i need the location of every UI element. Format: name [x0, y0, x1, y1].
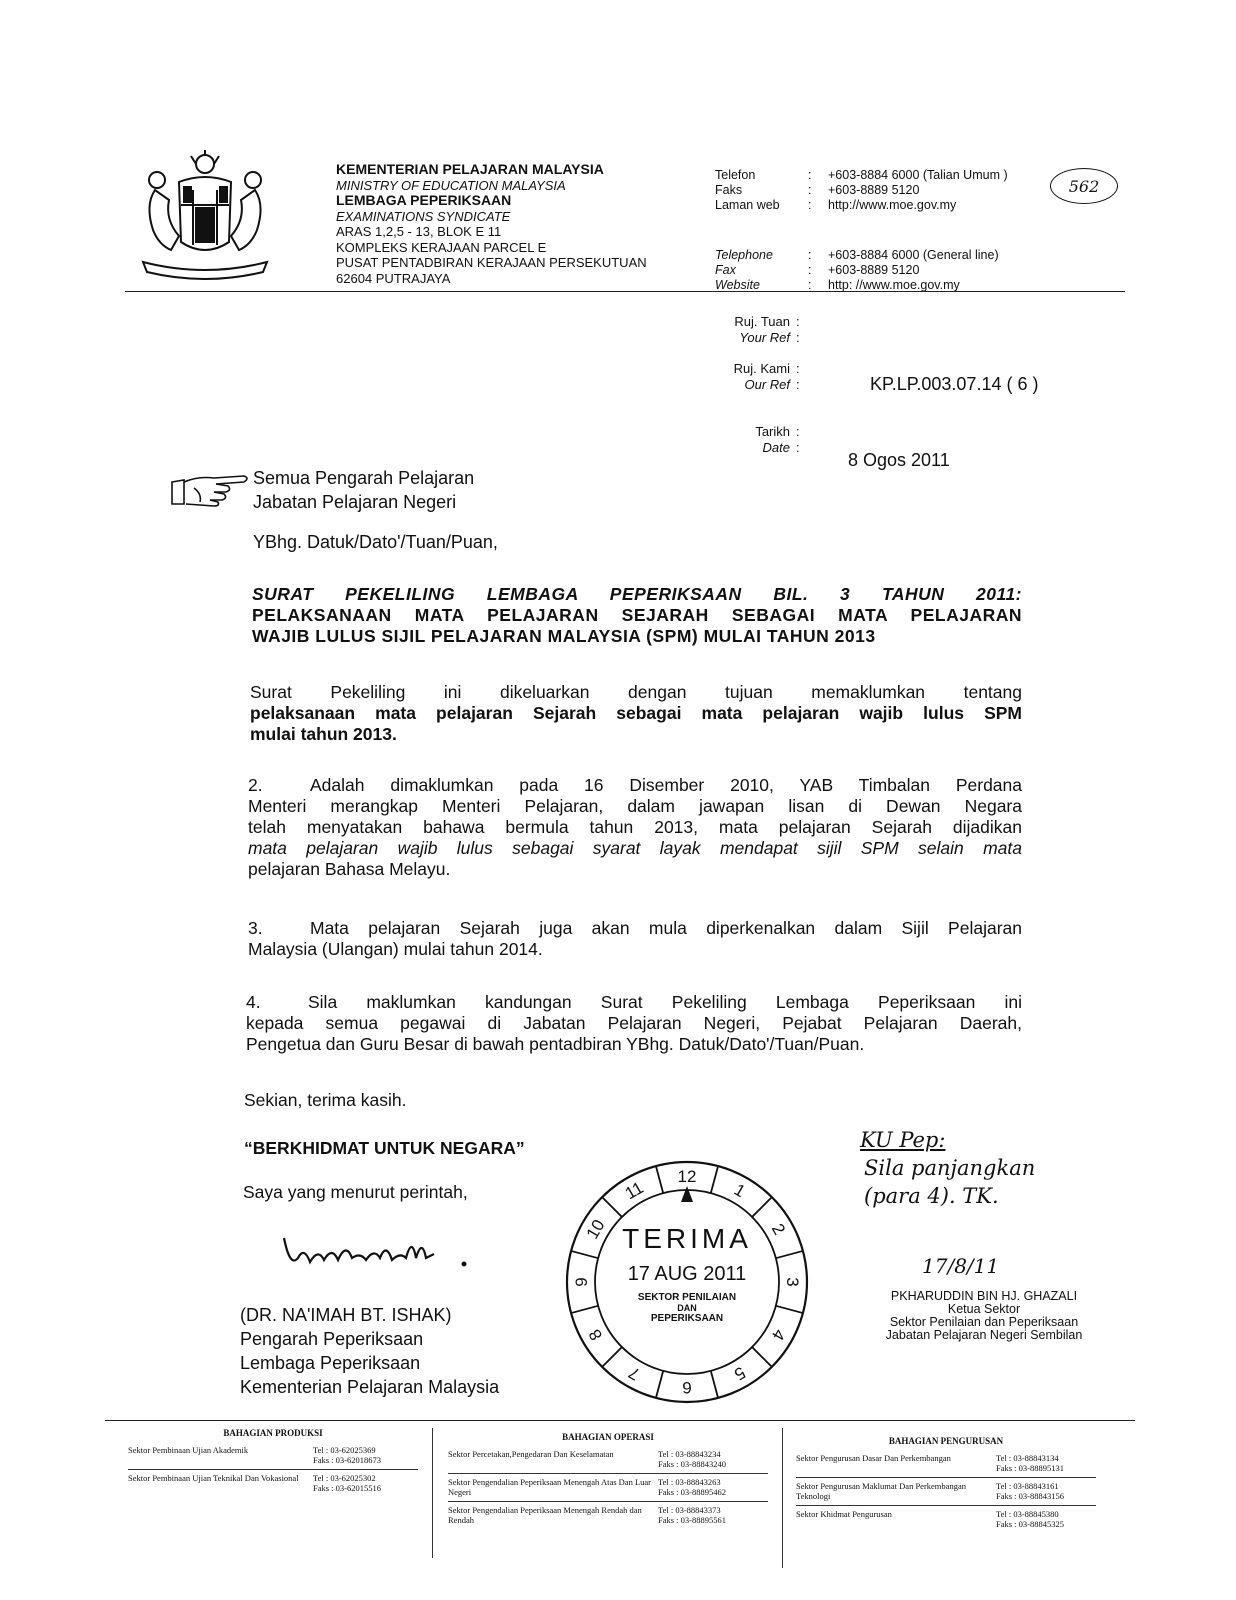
footer-tel: Tel : 03-88843161 — [996, 1481, 1059, 1491]
paragraph-number: 3. — [248, 918, 263, 938]
footer-tel: Tel : 03-62025302 — [313, 1473, 376, 1483]
footer-sector: Sektor Pengurusan Maklumat Dan Perkembangan Teknologi — [796, 1481, 966, 1501]
footer-tel: Tel : 03-88843373 — [658, 1505, 721, 1515]
footer-row — [448, 1474, 768, 1502]
footer-sector: Sektor Pengendalian Peperiksaan Menengah Rendah dan Rendah — [448, 1505, 642, 1525]
recipient-line: Jabatan Pelajaran Negeri — [253, 492, 457, 512]
colon: : — [808, 198, 812, 212]
annotation-line: (para 4). TK. — [864, 1184, 999, 1208]
ref-label: Ruj. Kami — [733, 361, 790, 376]
colon: : — [796, 424, 800, 439]
stamp-tick — [776, 1306, 803, 1313]
contact-key: Website — [715, 278, 760, 292]
annotation-line: KU Pep: — [860, 1128, 946, 1152]
contact-ms — [715, 168, 1008, 213]
contact-en — [715, 248, 999, 293]
paragraph-line: mulai tahun 2013. — [250, 724, 397, 744]
paragraph-number: 4. — [246, 992, 261, 1012]
stamp-line: DAN — [677, 1303, 697, 1313]
paragraph-line: Menteri merangkap Menteri Pelajaran, dalam jawapan lisan di Dewan Negara — [248, 796, 1022, 816]
footer-fax: Faks : 03-88845325 — [996, 1519, 1064, 1529]
colon: : — [796, 377, 800, 392]
footer-tel: Tel : 03-62025369 — [313, 1445, 376, 1455]
ministry-name-en: MINISTRY OF EDUCATION MALAYSIA — [336, 177, 566, 193]
contact-key: Laman web — [715, 198, 780, 212]
address-line: 62604 PUTRAJAYA — [336, 270, 451, 286]
endorser-role: Jabatan Pelajaran Negeri Sembilan — [885, 1328, 1083, 1342]
syndicate-name-en: EXAMINATIONS SYNDICATE — [336, 208, 511, 224]
stamp-number: 2 — [767, 1220, 789, 1239]
footer-sector: Sektor Pembinaan Ujian Akademik — [128, 1445, 249, 1455]
stamp-tick — [711, 1166, 718, 1193]
footer-fax: Faks : 03-62015516 — [313, 1483, 381, 1493]
footer-row — [128, 1470, 418, 1497]
stamp-date: 17 AUG 2011 — [627, 1263, 747, 1285]
stamp-line: SEKTOR PENILAIAN — [637, 1292, 737, 1303]
footer-pengurusan — [796, 1436, 1096, 1533]
colon: : — [808, 263, 812, 277]
footer-fax: Faks : 03-88895561 — [658, 1515, 726, 1525]
recipient — [253, 466, 474, 514]
ref-label: Ruj. Tuan — [734, 314, 790, 329]
contact-value: http: //www.moe.gov.my — [828, 278, 960, 292]
stamp-tick — [571, 1251, 598, 1258]
stamp-number: 10 — [582, 1216, 609, 1243]
colon: : — [796, 330, 800, 345]
ministry-name-ms: KEMENTERIAN PELAJARAN MALAYSIA — [336, 161, 604, 177]
footer-column-divider — [782, 1428, 783, 1568]
footer-sector: Sektor Pengendalian Peperiksaan Menengah Atas Dan Luar Negeri — [448, 1477, 651, 1497]
footer-divider — [105, 1420, 1135, 1421]
colon: : — [808, 248, 812, 262]
paragraph-line: Mata pelajaran Sejarah juga akan mula diperkenalkan dalam Sijil Pelajaran — [310, 918, 1022, 938]
contact-key: Telephone — [715, 248, 773, 262]
date-ref — [722, 424, 808, 456]
paragraph-line: Sila maklumkan kandungan Surat Pekeliling Lembaga Peperiksaan ini — [308, 992, 1022, 1012]
footer-row — [796, 1450, 1096, 1478]
paragraph-4 — [246, 992, 1022, 1055]
received-stamp — [563, 1158, 811, 1406]
footer-row — [796, 1478, 1096, 1506]
agency-block — [336, 162, 696, 286]
footer-column-divider — [432, 1428, 433, 1558]
closing-obedient: Saya yang menurut perintah, — [243, 1182, 468, 1202]
footer-row — [796, 1506, 1096, 1533]
contact-key: Faks — [715, 183, 743, 197]
footer-sector: Sektor Pembinaan Ujian Teknikal Dan Vokasional — [128, 1473, 299, 1483]
letter-date: 8 Ogos 2011 — [848, 450, 950, 470]
ref-label: Your Ref — [739, 330, 790, 345]
signatory-title: Pengarah Peperiksaan — [240, 1329, 424, 1349]
contact-value: http://www.moe.gov.my — [828, 198, 957, 212]
heading-line: PELAKSANAAN MATA PELAJARAN SEJARAH SEBAGAI MATA PELAJARAN — [252, 605, 1022, 625]
signatory-name: (DR. NA'IMAH BT. ISHAK) — [240, 1305, 452, 1325]
footer-operasi — [448, 1432, 768, 1529]
stamp-number: 6 — [682, 1378, 692, 1397]
footer-sector: Sektor Percetakan,Pengedaran Dan Keselamatan — [448, 1449, 614, 1459]
contact-value: +603-8889 5120 — [828, 263, 920, 277]
pointing-hand-icon — [170, 468, 250, 510]
annotation-initial-date: 17/8/11 — [922, 1254, 1000, 1278]
address-line: ARAS 1,2,5 - 13, BLOK E 11 — [336, 224, 502, 239]
footer-fax: Faks : 03-88895131 — [996, 1463, 1064, 1473]
contact-value: +603-8884 6000 (General line) — [828, 248, 999, 262]
footer-row — [128, 1442, 418, 1470]
stamp-number: 3 — [783, 1277, 802, 1287]
colon: : — [808, 183, 812, 197]
stamp-tick — [602, 1347, 622, 1367]
footer-row — [448, 1446, 768, 1474]
footer-fax: Faks : 03-88843156 — [996, 1491, 1064, 1501]
stamp-number: 11 — [621, 1177, 647, 1204]
letterhead-divider — [125, 291, 1125, 292]
footer-tel: Tel : 03-88843263 — [658, 1477, 721, 1487]
stamp-tick — [656, 1166, 663, 1193]
footer-fax: Faks : 03-88843240 — [658, 1459, 726, 1469]
colon: : — [796, 440, 800, 455]
footer-produksi — [128, 1428, 418, 1497]
paragraph-line: kepada semua pegawai di Jabatan Pelajaran Negeri, Pejabat Pelajaran Daerah, — [246, 1013, 1022, 1033]
stamp-number: 4 — [767, 1325, 789, 1344]
signatory-title: Kementerian Pelajaran Malaysia — [240, 1377, 500, 1397]
file-number-badge: 562 — [1050, 168, 1118, 204]
stamp-word: TERIMA — [622, 1223, 752, 1254]
ref-label: Date — [762, 440, 790, 455]
signatory — [240, 1303, 499, 1399]
paragraph-3 — [248, 918, 1022, 960]
heading-line: WAJIB LULUS SIJIL PELAJARAN MALAYSIA (SPM) MULAI TAHUN 2013 — [252, 626, 876, 646]
footer-title: BAHAGIAN OPERASI — [562, 1432, 654, 1442]
footer-tel: Tel : 03-88843134 — [996, 1453, 1059, 1463]
stamp-tick — [711, 1371, 718, 1398]
stamp-tick — [752, 1347, 772, 1367]
your-ref — [722, 314, 808, 346]
contact-key: Telefon — [715, 168, 756, 182]
endorser-role: Sektor Penilaian dan Peperiksaan — [889, 1315, 1079, 1329]
our-ref-value: KP.LP.003.07.14 ( 6 ) — [870, 374, 1039, 394]
paragraph-line: Adalah dimaklumkan pada 16 Disember 2010, YAB Timbalan Perdana — [310, 775, 1022, 795]
paragraph-line: pelaksanaan mata pelajaran Sejarah sebagai mata pelajaran wajib lulus SPM — [250, 703, 1022, 723]
signature-icon — [276, 1228, 476, 1278]
endorser-block — [864, 1290, 1104, 1342]
colon: : — [796, 314, 800, 329]
stamp-number: 12 — [677, 1167, 697, 1186]
address-line: KOMPLEKS KERAJAAN PARCEL E — [336, 239, 547, 255]
footer-fax: Faks : 03-62018673 — [313, 1455, 381, 1465]
stamp-tick — [571, 1306, 598, 1313]
stamp-line: PEPERIKSAAN — [650, 1313, 724, 1324]
annotation-line: Sila panjangkan — [864, 1156, 1036, 1180]
signatory-title: Lembaga Peperiksaan — [240, 1353, 421, 1373]
stamp-tick — [602, 1197, 622, 1217]
stamp-number: 1 — [730, 1180, 749, 1202]
endorser-role: Ketua Sektor — [947, 1302, 1021, 1316]
our-ref — [722, 361, 808, 393]
paragraph-1 — [250, 682, 1022, 745]
colon: : — [808, 278, 812, 292]
contact-value: +603-8884 6000 (Talian Umum ) — [828, 168, 1008, 182]
footer-sector: Sektor Khidmat Pengurusan — [796, 1509, 892, 1519]
heading-line: SURAT PEKELILING LEMBAGA PEPERIKSAAN BIL. 3 TAHUN 2011: — [252, 584, 1022, 604]
paragraph-line: Pengetua dan Guru Besar di bawah pentadbiran YBhg. Datuk/Dato'/Tuan/Puan. — [246, 1034, 865, 1054]
syndicate-name-ms: LEMBAGA PEPERIKSAAN — [336, 192, 512, 208]
endorser-name: PKHARUDDIN BIN HJ. GHAZALI — [890, 1289, 1078, 1303]
footer-sector: Sektor Pengurusan Dasar Dan Perkembangan — [796, 1453, 951, 1463]
paragraph-2 — [248, 775, 1022, 880]
paragraph-line: Malaysia (Ulangan) mulai tahun 2014. — [248, 939, 543, 959]
closing-thanks: Sekian, terima kasih. — [244, 1090, 407, 1110]
paragraph-line: Surat Pekeliling ini dikeluarkan dengan tujuan memaklumkan tentang — [250, 682, 1022, 702]
ref-label: Tarikh — [755, 424, 790, 439]
stamp-number: 9 — [572, 1277, 591, 1287]
footer-row — [448, 1502, 768, 1529]
footer-fax: Faks : 03-88895462 — [658, 1487, 726, 1497]
paragraph-line: telah menyatakan bahawa bermula tahun 2013, mata pelajaran Sejarah dijadikan — [248, 817, 1022, 837]
stamp-tick — [776, 1251, 803, 1258]
stamp-number: 5 — [730, 1362, 749, 1384]
footer-title: BAHAGIAN PRODUKSI — [223, 1428, 323, 1438]
paragraph-line: pelajaran Bahasa Melayu. — [248, 859, 451, 879]
malaysia-coat-of-arms-icon — [135, 150, 275, 280]
footer-title: BAHAGIAN PENGURUSAN — [888, 1436, 1004, 1446]
stamp-tick — [656, 1371, 663, 1398]
contact-key: Fax — [715, 263, 736, 277]
paragraph-number: 2. — [248, 775, 263, 795]
paragraph-line: mata pelajaran wajib lulus sebagai syarat layak mendapat sijil SPM selain mata — [248, 838, 1022, 858]
colon: : — [796, 361, 800, 376]
recipient-line: Semua Pengarah Pelajaran — [253, 468, 475, 488]
stamp-number: 8 — [585, 1325, 607, 1344]
handwritten-annotation — [860, 1126, 1035, 1210]
footer-tel: Tel : 03-88845380 — [996, 1509, 1059, 1519]
closing-motto: “BERKHIDMAT UNTUK NEGARA” — [244, 1138, 525, 1158]
letter-heading — [252, 584, 1022, 647]
address-line: PUSAT PENTADBIRAN KERAJAAN PERSEKUTUAN — [336, 255, 647, 270]
stamp-number: 7 — [625, 1362, 644, 1384]
ref-label: Our Ref — [744, 377, 790, 392]
contact-value: +603-8889 5120 — [828, 183, 920, 197]
salutation: YBhg. Datuk/Dato'/Tuan/Puan, — [253, 532, 498, 552]
stamp-tick — [752, 1197, 772, 1217]
colon: : — [808, 168, 812, 182]
footer-tel: Tel : 03-88843234 — [658, 1449, 721, 1459]
